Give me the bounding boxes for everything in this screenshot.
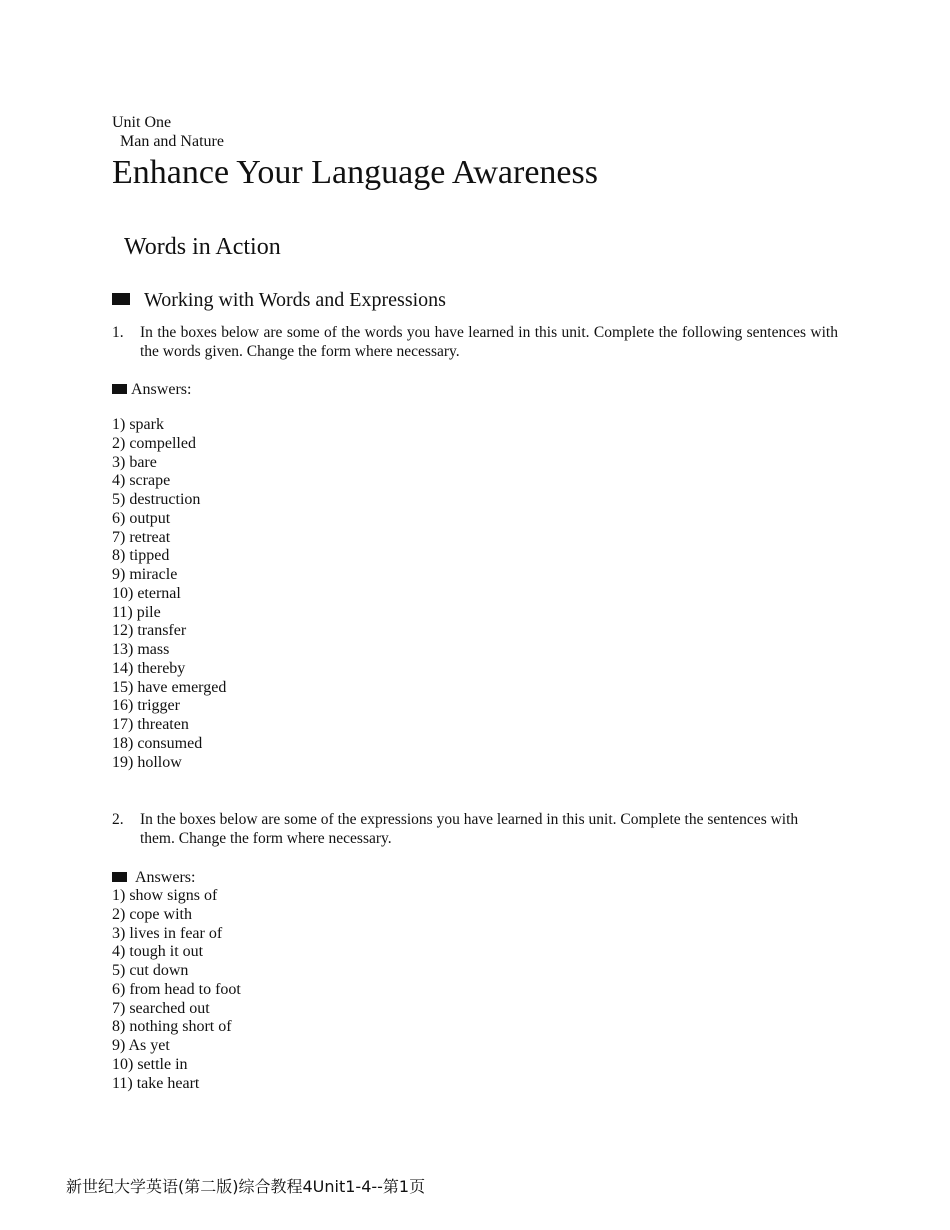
exercise2-answers-label [112, 868, 195, 887]
exercise2-number: 2. [112, 811, 124, 828]
square-bullet-icon [112, 384, 127, 394]
exercise1-instruction-text: In the boxes below are some of the words you have learned in this unit. Complete the following sentences with the words given. Change the form where necessary. [140, 324, 838, 360]
list-item: 7) retreat [112, 528, 171, 546]
list-item: 17) threaten [112, 716, 189, 733]
list-item: 2) cope with [112, 905, 192, 923]
list-item: 3) bare [112, 453, 157, 471]
list-item: 10) eternal [112, 584, 181, 602]
list-item: 18) consumed [112, 734, 203, 752]
list-item: 6) output [112, 509, 171, 527]
list-item: 11) take heart [112, 1074, 200, 1092]
section-title: Words in Action [124, 234, 281, 260]
list-item: 1) show signs of [112, 887, 218, 904]
exercise2-answer-list [112, 887, 241, 1093]
list-item: 10) settle in [112, 1055, 188, 1073]
list-item: 9) As yet [112, 1037, 170, 1054]
list-item: 4) tough it out [112, 943, 204, 961]
exercise1-answer-list [112, 416, 226, 772]
list-item: 14) thereby [112, 659, 186, 677]
list-item: 7) searched out [112, 999, 210, 1017]
square-bullet-icon [112, 293, 130, 305]
square-bullet-icon [112, 872, 127, 882]
page-title: Enhance Your Language Awareness [112, 154, 598, 191]
list-item: 1) spark [112, 416, 164, 433]
unit-label: Unit One [112, 114, 172, 131]
exercise1-answers-label [112, 380, 191, 399]
list-item: 12) transfer [112, 622, 187, 640]
list-item: 9) miracle [112, 566, 178, 583]
list-item: 4) scrape [112, 472, 171, 490]
list-item: 8) nothing short of [112, 1018, 232, 1036]
list-item: 8) tipped [112, 547, 170, 565]
list-item: 15) have emerged [112, 678, 227, 696]
list-item: 5) destruction [112, 491, 201, 508]
list-item: 3) lives in fear of [112, 924, 223, 942]
exercise2-answers-label-text: Answers: [135, 869, 196, 886]
exercise2-instruction [112, 810, 824, 848]
list-item: 16) trigger [112, 697, 180, 715]
list-item: 13) mass [112, 641, 170, 658]
unit-header [112, 113, 224, 151]
list-item: 11) pile [112, 603, 161, 621]
list-item: 19) hollow [112, 753, 182, 771]
list-item: 5) cut down [112, 962, 189, 979]
exercise2-instruction-text: In the boxes below are some of the expressions you have learned in this unit. Complete the sentences with them. Change the form where necessary. [140, 811, 799, 847]
exercise1-answers-label-text: Answers: [131, 381, 192, 398]
subsection-title: Working with Words and Expressions [144, 289, 446, 311]
list-item: 6) from head to foot [112, 980, 241, 998]
page-footer: 新世纪大学英语(第二版)综合教程4Unit1-4--第1页 [66, 1177, 426, 1196]
exercise1-instruction [112, 323, 838, 361]
unit-theme: Man and Nature [120, 133, 224, 150]
list-item: 2) compelled [112, 434, 196, 452]
exercise1-number: 1. [112, 324, 124, 341]
subsection-heading [112, 287, 446, 313]
